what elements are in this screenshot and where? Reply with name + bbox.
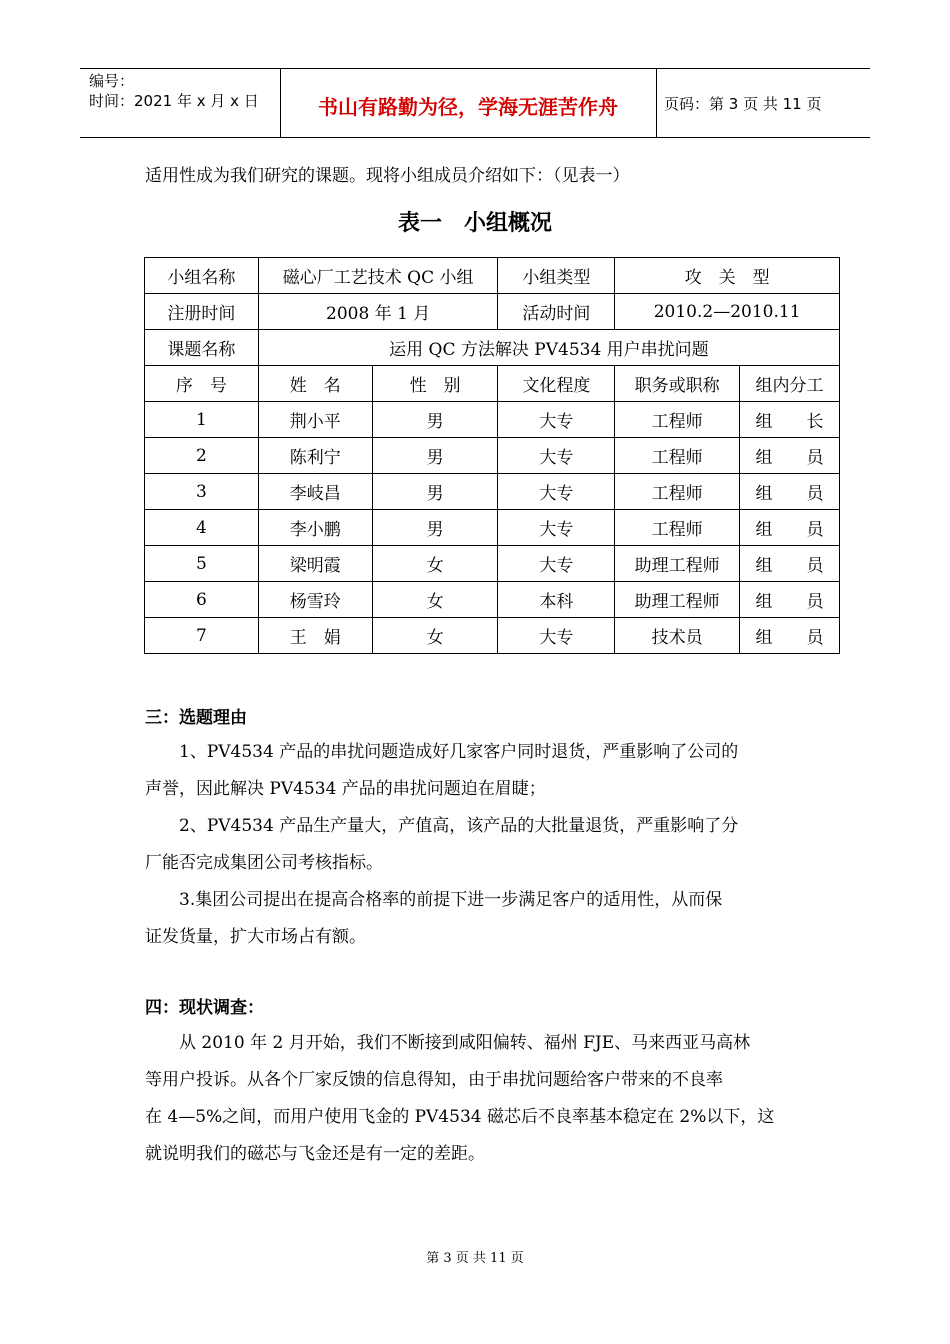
column-header: 姓 名 (258, 366, 372, 402)
table-cell: 男 (372, 438, 498, 474)
table-cell: 4 (145, 510, 259, 546)
table-cell: 5 (145, 546, 259, 582)
section-heading-status-survey: 四：现状调查： (145, 998, 264, 1018)
paragraph-line: 厂能否完成集团公司考核指标。 (145, 853, 383, 873)
table-cell: 李小鹏 (258, 510, 372, 546)
intro-paragraph: 适用性成为我们研究的课题。现将小组成员介绍如下：（见表一） (145, 166, 630, 186)
table-row (145, 258, 840, 294)
table-row (145, 402, 840, 438)
table-cell: 2010.2—2010.11 (615, 294, 840, 330)
table-cell: 大专 (498, 438, 615, 474)
table-cell: 本科 (498, 582, 615, 618)
table-cell: 活动时间 (498, 294, 615, 330)
header-motto: 书山有路勤为径，学海无涯苦作舟 (318, 95, 618, 119)
table-cell: 男 (372, 402, 498, 438)
table-cell: 王 娟 (258, 618, 372, 654)
paragraph-line: 2、PV4534 产品生产量大，产值高，该产品的大批量退货，严重影响了分 (145, 816, 739, 836)
table-header-row (145, 366, 840, 402)
column-header: 文化程度 (498, 366, 615, 402)
table-cell: 6 (145, 582, 259, 618)
column-header: 职务或职称 (615, 366, 740, 402)
page-footer: 第 3 页 共 11 页 (426, 1251, 524, 1266)
document-header (80, 68, 870, 138)
table-title: 表一 小组概况 (397, 211, 552, 236)
column-header: 性 别 (372, 366, 498, 402)
table-cell: 女 (372, 582, 498, 618)
paragraph-line: 3.集团公司提出在提高合格率的前提下进一步满足客户的适用性，从而保 (145, 890, 723, 910)
table-cell: 大专 (498, 618, 615, 654)
paragraph-line: 证发货量，扩大市场占有额。 (145, 927, 366, 947)
section-heading-topic-reason: 三：选题理由 (145, 708, 247, 728)
table-cell: 小组类型 (498, 258, 615, 294)
table-cell: 磁心厂工艺技术 QC 小组 (258, 258, 498, 294)
paragraph-line: 就说明我们的磁芯与飞金还是有一定的差距。 (145, 1144, 485, 1164)
table-cell: 助理工程师 (615, 546, 740, 582)
header-page-info: 页码：第 3 页 共 11 页 (664, 95, 822, 113)
group-overview-table (144, 257, 840, 654)
table-cell: 组 员 (740, 438, 840, 474)
table-cell: 3 (145, 474, 259, 510)
table-cell: 课题名称 (145, 330, 259, 366)
table-cell: 技术员 (615, 618, 740, 654)
table-cell: 大专 (498, 546, 615, 582)
table-cell: 女 (372, 546, 498, 582)
table-cell: 大专 (498, 510, 615, 546)
paragraph-line: 在 4—5%之间，而用户使用飞金的 PV4534 磁芯后不良率基本稳定在 2%以下，这 (145, 1107, 775, 1127)
paragraph-line: 1、PV4534 产品的串扰问题造成好几家客户同时退货，严重影响了公司的 (145, 742, 739, 762)
table-cell: 陈利宁 (258, 438, 372, 474)
table-row (145, 510, 840, 546)
table-cell: 攻 关 型 (615, 258, 840, 294)
column-header: 序 号 (145, 366, 259, 402)
table-row (145, 618, 840, 654)
table-row (145, 474, 840, 510)
table-row (145, 438, 840, 474)
table-cell: 组 员 (740, 510, 840, 546)
header-time: 时间：2021 年 x 月 x 日 (89, 92, 259, 110)
table-cell: 2 (145, 438, 259, 474)
table-cell: 男 (372, 474, 498, 510)
paragraph-line: 从 2010 年 2 月开始，我们不断接到咸阳偏转、福州 FJE、马来西亚马高林 (145, 1033, 751, 1053)
table-cell: 2008 年 1 月 (258, 294, 498, 330)
table-cell: 注册时间 (145, 294, 259, 330)
table-cell: 运用 QC 方法解决 PV4534 用户串扰问题 (258, 330, 839, 366)
table-cell: 组 员 (740, 546, 840, 582)
table-cell: 工程师 (615, 510, 740, 546)
paragraph-line: 等用户投诉。从各个厂家反馈的信息得知，由于串扰问题给客户带来的不良率 (145, 1070, 723, 1090)
column-header: 组内分工 (740, 366, 840, 402)
table-cell: 1 (145, 402, 259, 438)
header-number: 编号： (89, 72, 135, 90)
table-row (145, 582, 840, 618)
table-cell: 大专 (498, 402, 615, 438)
table-cell: 工程师 (615, 438, 740, 474)
table-cell: 荆小平 (258, 402, 372, 438)
table-cell: 李岐昌 (258, 474, 372, 510)
table-row (145, 546, 840, 582)
table-cell: 工程师 (615, 474, 740, 510)
table-cell: 男 (372, 510, 498, 546)
table-cell: 7 (145, 618, 259, 654)
table-cell: 组 员 (740, 582, 840, 618)
table-cell: 组 员 (740, 474, 840, 510)
table-cell: 组 长 (740, 402, 840, 438)
table-row (145, 330, 840, 366)
table-cell: 助理工程师 (615, 582, 740, 618)
table-row (145, 294, 840, 330)
table-cell: 大专 (498, 474, 615, 510)
table-cell: 小组名称 (145, 258, 259, 294)
table-cell: 工程师 (615, 402, 740, 438)
table-cell: 女 (372, 618, 498, 654)
paragraph-line: 声誉，因此解决 PV4534 产品的串扰问题迫在眉睫； (145, 779, 546, 799)
table-cell: 杨雪玲 (258, 582, 372, 618)
header-meta (89, 71, 279, 111)
table-cell: 梁明霞 (258, 546, 372, 582)
header-divider (656, 69, 657, 137)
table-cell: 组 员 (740, 618, 840, 654)
